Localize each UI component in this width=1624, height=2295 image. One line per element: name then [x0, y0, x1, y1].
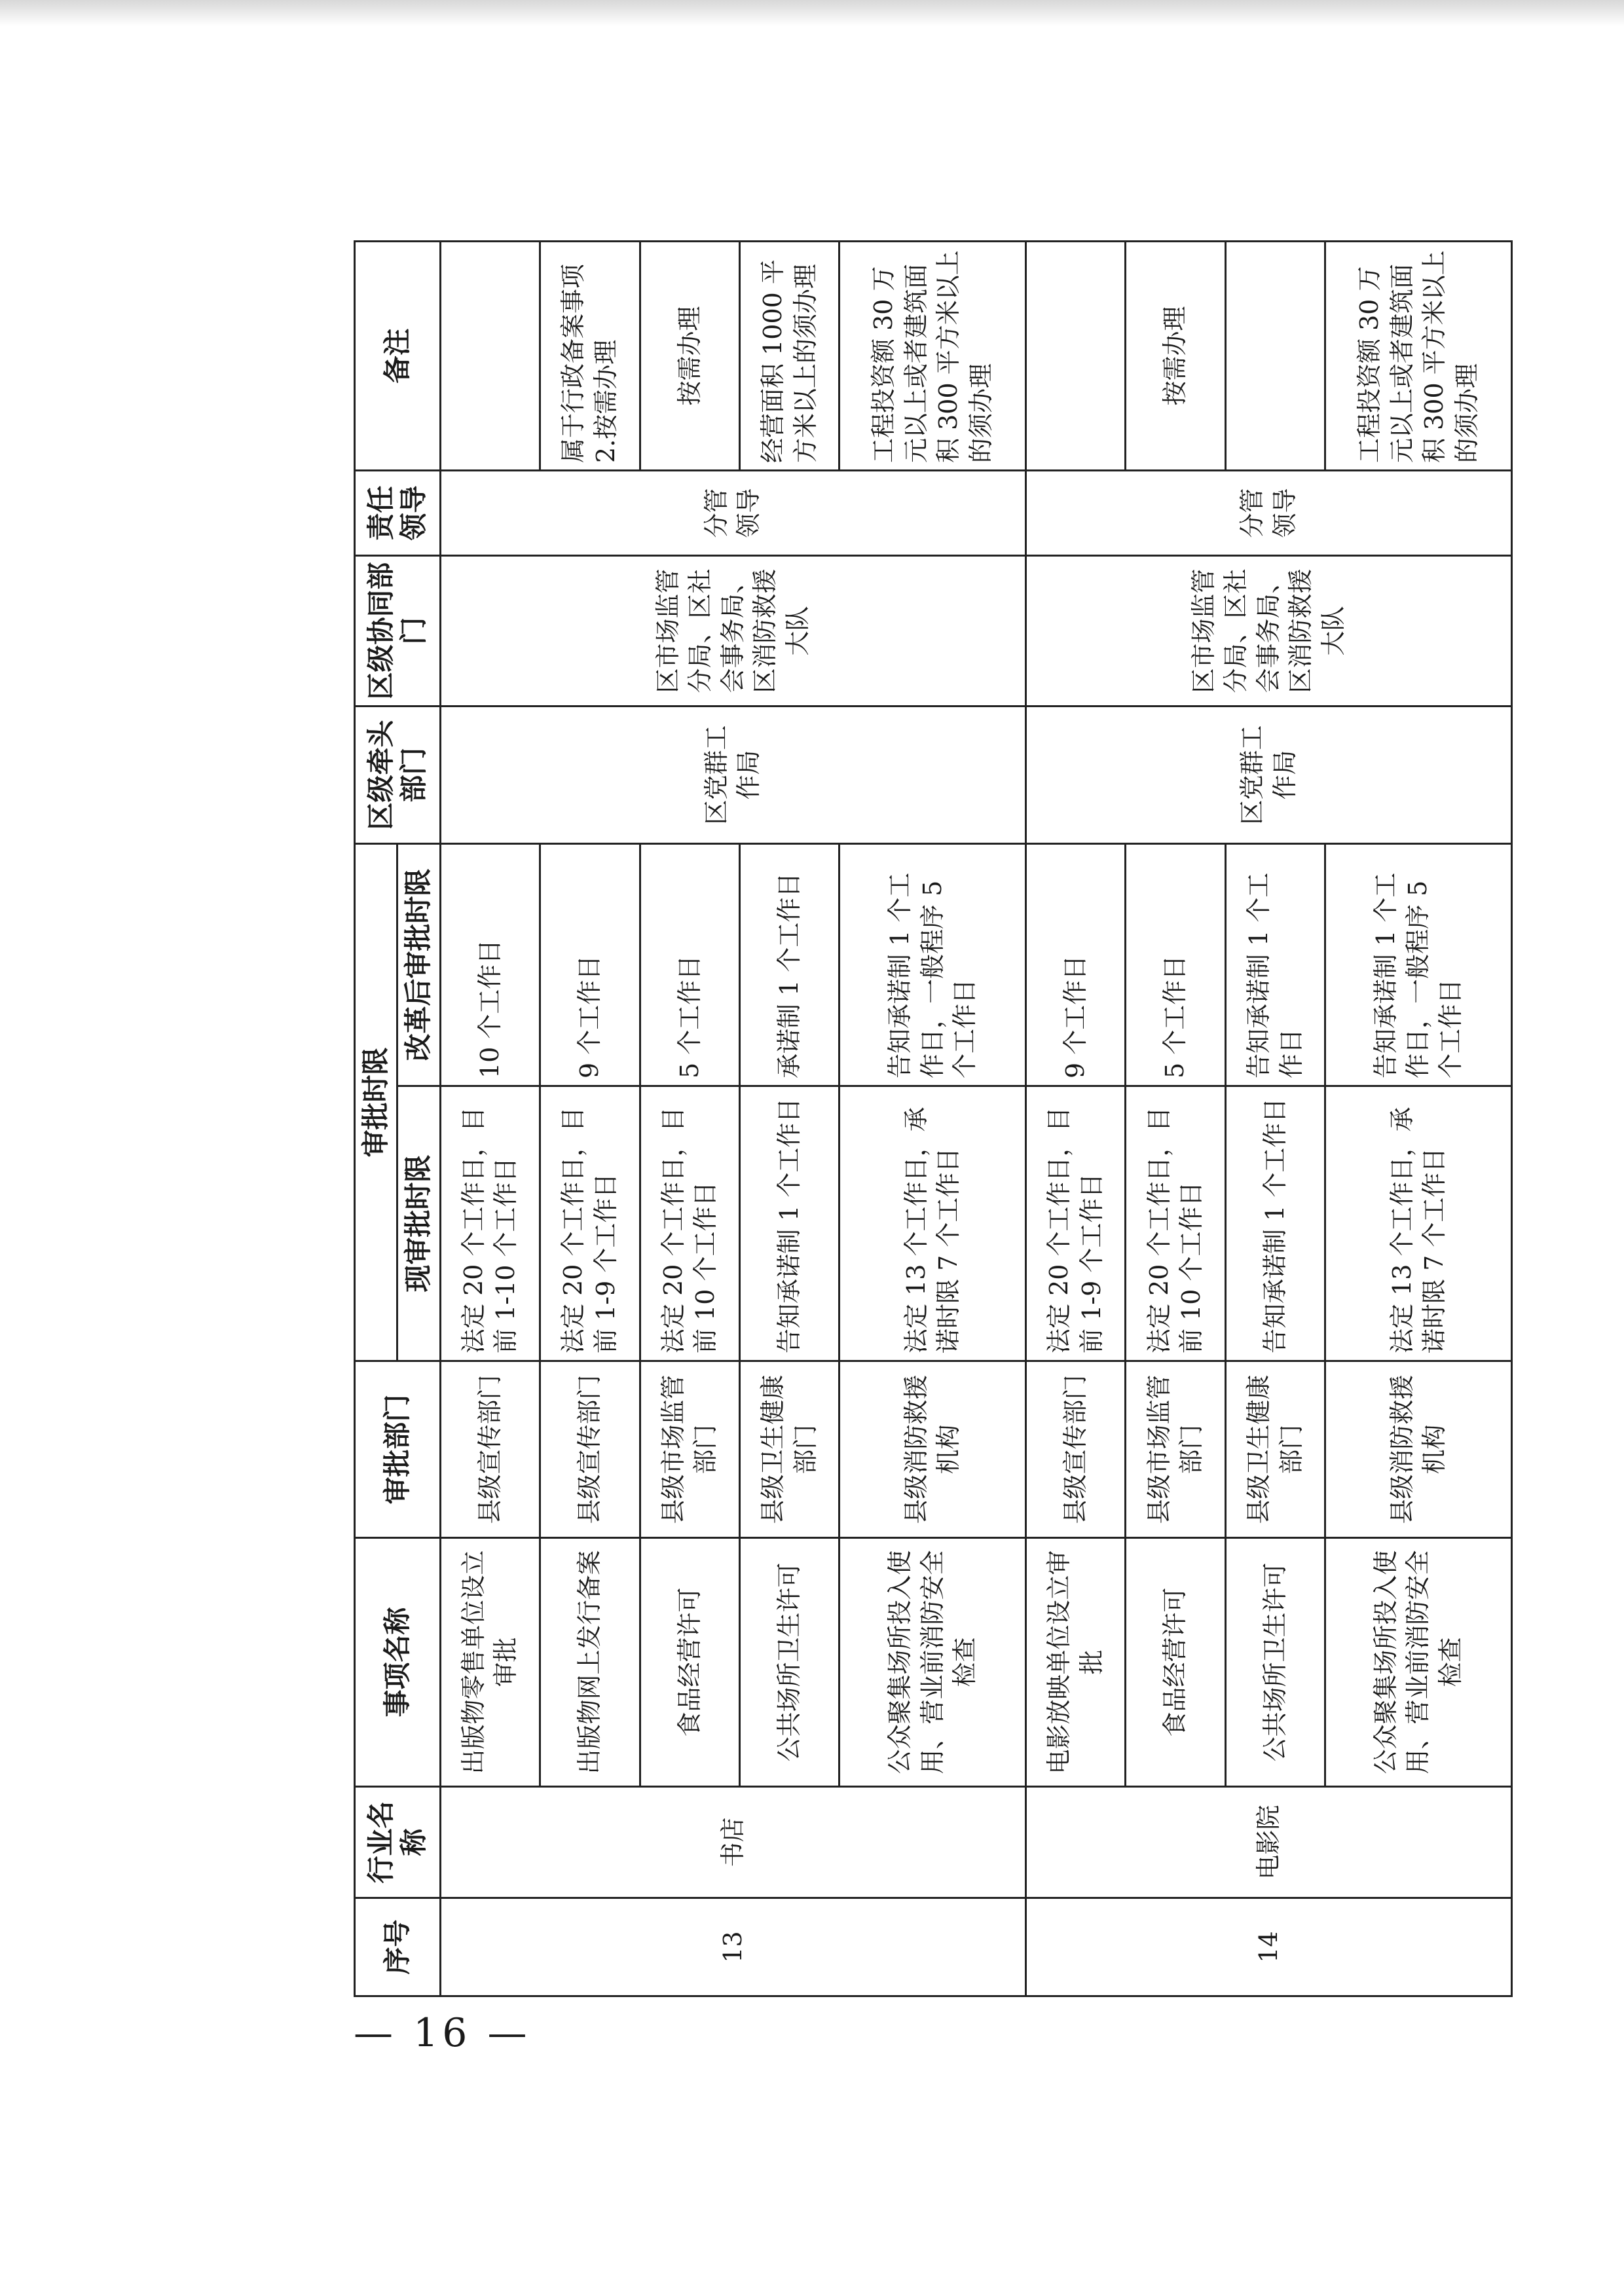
item-cell: 出版物零售单位设立审批	[440, 1538, 540, 1787]
header-dept: 审批部门	[355, 1361, 441, 1538]
dept-cell: 县级市场监管部门	[1126, 1361, 1225, 1538]
header-coop: 区级协同部门	[355, 555, 441, 706]
reform-time-cell: 5 个工作日	[640, 843, 739, 1086]
reform-time-cell: 告知承诺制 1 个工作日，一般程序 5 个工作日	[1325, 843, 1512, 1086]
note-cell: 按需办理	[640, 241, 739, 470]
industry-cell: 电影院	[1026, 1787, 1512, 1898]
header-row-1	[355, 241, 397, 1996]
leader-cell: 分管领导	[440, 470, 1025, 555]
note-cell	[1026, 241, 1126, 470]
table-row	[440, 241, 540, 1996]
reform-time-cell: 承诺制 1 个工作日	[739, 843, 839, 1086]
note-cell: 工程投资额 30 万元以上或者建筑面积 300 平方米以上的须办理	[840, 241, 1026, 470]
rotated-table-container	[354, 242, 1513, 1997]
coop-dept-cell: 区市场监管分局、区社会事务局、区消防救援大队	[1026, 555, 1512, 706]
item-cell: 出版物网上发行备案	[540, 1538, 640, 1787]
header-seq: 序号	[355, 1898, 441, 1996]
coop-dept-cell: 区市场监管分局、区社会事务局、区消防救援大队	[440, 555, 1025, 706]
header-item: 事项名称	[355, 1538, 441, 1787]
dept-cell: 县级卫生健康部门	[1225, 1361, 1325, 1538]
current-time-cell: 法定 20 个工作日，目前 1-9 个工作日	[1026, 1086, 1126, 1361]
header-time-reform: 改革后审批时限	[397, 843, 440, 1086]
current-time-cell: 法定 20 个工作日，目前 10 个工作日	[640, 1086, 739, 1361]
current-time-cell: 法定 20 个工作日，目前 1-10 个工作日	[440, 1086, 540, 1361]
item-cell: 食品经营许可	[640, 1538, 739, 1787]
note-cell	[1225, 241, 1325, 470]
item-cell: 食品经营许可	[1126, 1538, 1225, 1787]
note-cell: 属于行政备案事项 2.按需办理	[540, 241, 640, 470]
reform-time-cell: 9 个工作日	[540, 843, 640, 1086]
current-time-cell: 法定 13 个工作日，承诺时限 7 个工作日	[1325, 1086, 1512, 1361]
item-cell: 公共场所卫生许可	[1225, 1538, 1325, 1787]
dept-cell: 县级消防救援机构	[1325, 1361, 1512, 1538]
note-cell: 按需办理	[1126, 241, 1225, 470]
item-cell: 公众聚集场所投入使用、营业前消防安全检查	[1325, 1538, 1512, 1787]
table-row	[1026, 241, 1126, 1996]
note-cell	[440, 241, 540, 470]
note-cell: 经营面积 1000 平方米以上的须办理	[739, 241, 839, 470]
seq-cell: 14	[1026, 1898, 1512, 1996]
lead-dept-cell: 区党群工作局	[1026, 706, 1512, 843]
leader-cell: 分管领导	[1026, 470, 1512, 555]
header-note: 备注	[355, 241, 441, 470]
seq-cell: 13	[440, 1898, 1025, 1996]
scan-edge-shadow	[0, 0, 1624, 26]
header-industry: 行业名称	[355, 1787, 441, 1898]
dept-cell: 县级宣传部门	[440, 1361, 540, 1538]
item-cell: 电影放映单位设立审批	[1026, 1538, 1126, 1787]
header-leader: 责任领导	[355, 470, 441, 555]
industry-cell: 书店	[440, 1787, 1025, 1898]
lead-dept-cell: 区党群工作局	[440, 706, 1025, 843]
dept-cell: 县级市场监管部门	[640, 1361, 739, 1538]
current-time-cell: 告知承诺制 1 个工作日	[739, 1086, 839, 1361]
header-time-group: 审批时限	[355, 843, 397, 1361]
reform-time-cell: 10 个工作日	[440, 843, 540, 1086]
current-time-cell: 法定 20 个工作日，目前 10 个工作日	[1126, 1086, 1225, 1361]
reform-time-cell: 9 个工作日	[1026, 843, 1126, 1086]
reform-time-cell: 告知承诺制 1 个工作日	[1225, 843, 1325, 1086]
dept-cell: 县级卫生健康部门	[739, 1361, 839, 1538]
item-cell: 公众聚集场所投入使用、营业前消防安全检查	[840, 1538, 1026, 1787]
reform-time-cell: 5 个工作日	[1126, 843, 1225, 1086]
dept-cell: 县级消防救援机构	[840, 1361, 1026, 1538]
dept-cell: 县级宣传部门	[540, 1361, 640, 1538]
current-time-cell: 法定 20 个工作日，目前 1-9 个工作日	[540, 1086, 640, 1361]
item-cell: 公共场所卫生许可	[739, 1538, 839, 1787]
approval-table	[354, 240, 1513, 1997]
current-time-cell: 告知承诺制 1 个工作日	[1225, 1086, 1325, 1361]
note-cell: 工程投资额 30 万元以上或者建筑面积 300 平方米以上的须办理	[1325, 241, 1512, 470]
header-lead: 区级牵头部门	[355, 706, 441, 843]
header-time-current: 现审批时限	[397, 1086, 440, 1361]
reform-time-cell: 告知承诺制 1 个工作日，一般程序 5 个工作日	[840, 843, 1026, 1086]
page-number: — 16 —	[354, 2010, 531, 2056]
current-time-cell: 法定 13 个工作日，承诺时限 7 个工作日	[840, 1086, 1026, 1361]
dept-cell: 县级宣传部门	[1026, 1361, 1126, 1538]
